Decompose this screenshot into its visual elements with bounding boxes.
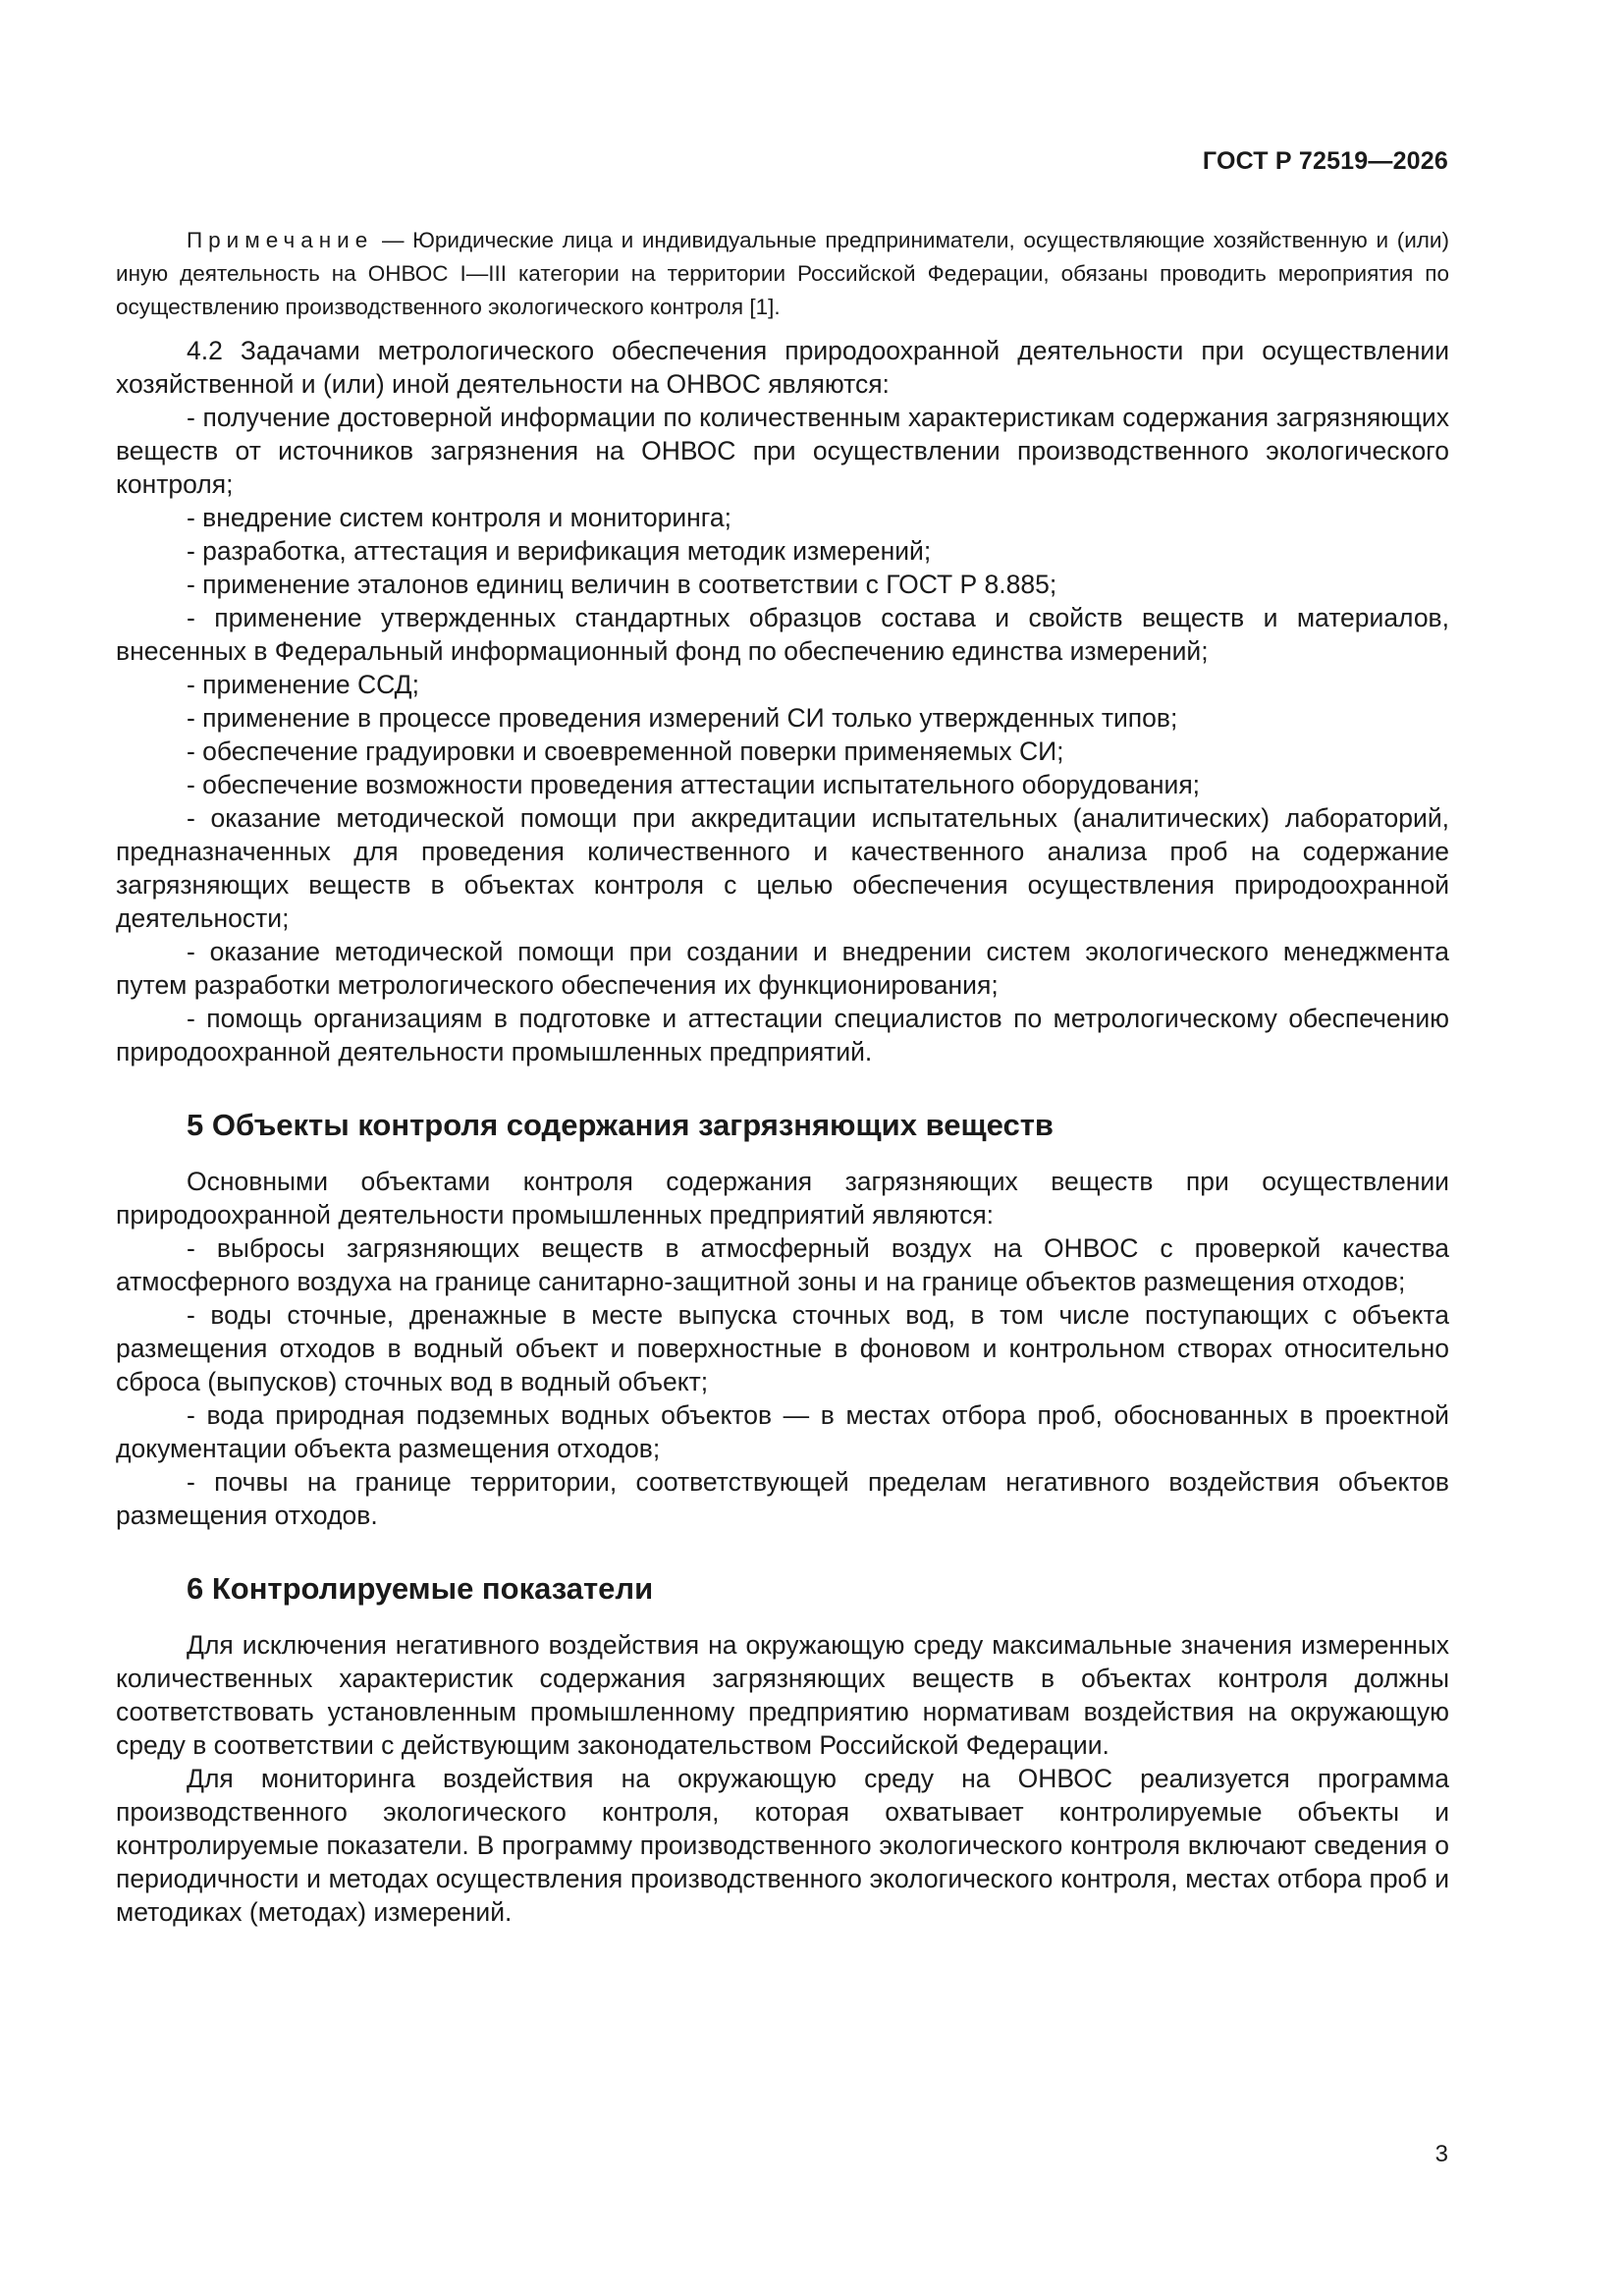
list-item: - воды сточные, дренажные в месте выпуска сточных вод, в том числе поступающих с объекта размещения отходов в водный объект и поверхностные в фоновом и контрольном створах относительно сброса (выпусков) сточных вод в водный объект; [116,1300,1449,1396]
list-item: - почвы на границе территории, соответствующей пределам негативного воздействия объектов размещения отходов. [116,1467,1449,1530]
list-item: - помощь организациям в подготовке и аттестации специалистов по метрологическому обеспечению природоохранной деятельности промышленных предприятий. [116,1004,1449,1066]
list-item: - применение эталонов единиц величин в соответствии с ГОСТ Р 8.885; [187,570,1057,599]
section-6-heading: 6 Контролируемые показатели [187,1571,654,1606]
section-5-heading: 5 Объекты контроля содержания загрязняющих веществ [187,1108,1054,1142]
list-item: - применение утвержденных стандартных образцов состава и свойств веществ и материалов, внесенных в Федеральный информационный фонд по обеспечению единства измерений; [116,603,1449,666]
list-item: - применение ССД; [187,670,419,699]
list-item: - оказание методической помощи при создании и внедрении систем экологического менеджмента путем разработки метрологического обеспечения их функционирования; [116,937,1449,1000]
section-6-paragraph: Для мониторинга воздействия на окружающую среду на ОНВОС реализуется программа производственного экологического контроля, которая охватывает контролируемые объекты и контролируемые показатели. В программу производственного экологического контроля включают сведения о периодичности и методах осуществления производственного экологического контроля, местах отбора проб и методиках (методах) измерений. [116,1764,1449,1927]
note-paragraph [116,224,1449,324]
list-item: - обеспечение возможности проведения аттестации испытательного оборудования; [187,770,1201,799]
clause-4-2-intro: 4.2 Задачами метрологического обеспечения природоохранной деятельности при осуществлении хозяйственной и (или) иной деятельности на ОНВОС являются: [116,336,1449,399]
section-6-paragraph: Для исключения негативного воздействия на окружающую среду максимальные значения измеренных количественных характеристик содержания загрязняющих веществ в объектах контроля должны соответствовать установленным промышленному предприятию нормативам воздействия на окружающую среду в соответствии с действующим законодательством Российской Федерации. [116,1630,1449,1760]
list-item: - выбросы загрязняющих веществ в атмосферный воздух на ОНВОС с проверкой качества атмосферного воздуха на границе санитарно-защитной зоны и на границе объектов размещения отходов; [116,1233,1449,1296]
list-item: - получение достоверной информации по количественным характеристикам содержания загрязняющих веществ от источников загрязнения на ОНВОС при осуществлении производственного экологического контроля; [116,403,1449,499]
section-5-intro: Основными объектами контроля содержания загрязняющих веществ при осуществлении природоохранной деятельности промышленных предприятий являются: [116,1167,1449,1230]
standard-id-header: ГОСТ Р 72519—2026 [1202,147,1448,175]
list-item: - применение в процессе проведения измерений СИ только утвержденных типов; [187,703,1178,733]
note-label: Примечание [187,228,374,252]
list-item: - обеспечение градуировки и своевременной поверки применяемых СИ; [187,737,1064,766]
list-item: - вода природная подземных водных объектов — в местах отбора проб, обоснованных в проектной документации объекта размещения отходов; [116,1400,1449,1463]
list-item: - разработка, аттестация и верификация методик измерений; [187,536,932,566]
list-item: - внедрение систем контроля и мониторинга; [187,503,731,532]
page-content [116,224,1449,1929]
note-text: — Юридические лица и индивидуальные предприниматели, осуществляющие хозяйственную и (или) иную деятельность на ОНВОС I—III категории на территории Российской Федерации, обязаны проводить мероприятия по осуществлению производственного экологического контроля [1]. [116,228,1449,319]
page-number: 3 [1434,2141,1448,2167]
list-item: - оказание методической помощи при аккредитации испытательных (аналитических) лабораторий, предназначенных для проведения количественного и качественного анализа проб на содержание загрязняющих веществ в объектах контроля с целью обеспечения осуществления природоохранной деятельности; [116,803,1449,933]
